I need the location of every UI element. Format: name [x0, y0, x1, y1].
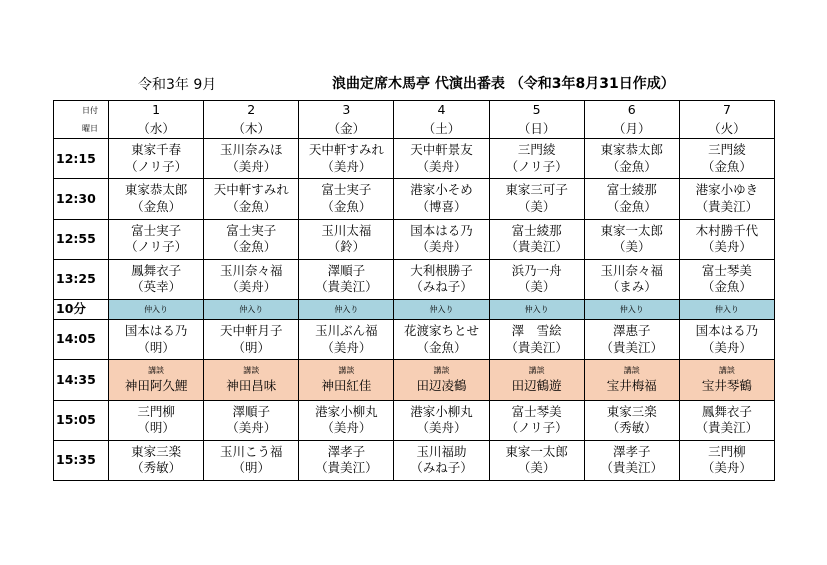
kodan-cell [204, 360, 299, 400]
performer-name: 鳳舞衣子 [131, 262, 182, 278]
performer-name: 国本はる乃 [695, 323, 759, 339]
performer-cell [299, 139, 394, 179]
performer-name: 富士琴美 [511, 403, 562, 419]
performer-name: 澤孝子 [327, 443, 366, 459]
schedule-table [53, 100, 775, 481]
accompanist-name: （貴美江） [695, 420, 759, 436]
accompanist-name: （美舟） [416, 420, 467, 436]
intermission-cell: 仲入り [489, 300, 584, 320]
performer-name: 富士琴美 [701, 262, 752, 278]
performer-cell [299, 320, 394, 360]
performer-cell [204, 179, 299, 219]
accompanist-name: （英幸） [131, 279, 182, 295]
time-cell: 15:05 [54, 400, 109, 440]
performer-cell [109, 139, 204, 179]
performer-cell [489, 219, 584, 259]
day-header [204, 104, 298, 135]
day-weekday: （金） [327, 120, 366, 136]
accompanist-name: （明） [137, 339, 175, 355]
day-header [680, 104, 774, 135]
performer-cell [584, 320, 679, 360]
performer-name: 天中軒月子 [219, 323, 283, 339]
performer-cell [584, 139, 679, 179]
performer-cell [489, 259, 584, 299]
time-cell: 12:55 [54, 219, 109, 259]
accompanist-name: （貴美江） [505, 339, 568, 355]
kodan-performer: 田辺凌鶴 [416, 378, 467, 394]
day-date: 1 [152, 102, 161, 118]
performer-name: 玉川奈々福 [219, 262, 283, 278]
accompanist-name: （美舟） [226, 279, 277, 295]
accompanist-name: （貴美江） [695, 198, 759, 214]
day-date: 7 [722, 102, 731, 118]
accompanist-name: （美舟） [321, 420, 372, 436]
performer-cell [394, 400, 489, 440]
time-slot-row [54, 219, 775, 259]
header-label-cell [54, 101, 109, 139]
performer-name: 東家一太郎 [600, 222, 664, 238]
day-date: 4 [437, 102, 446, 118]
performer-cell [584, 219, 679, 259]
accompanist-name: （美） [517, 279, 556, 295]
accompanist-name: （美舟） [416, 239, 467, 255]
day-header [585, 104, 679, 135]
day-header [490, 104, 584, 135]
performer-cell [584, 259, 679, 299]
time-cell: 13:25 [54, 259, 109, 299]
kodan-cell [109, 360, 204, 400]
header-row [54, 101, 775, 139]
performer-cell [584, 179, 679, 219]
accompanist-name: （貴美江） [600, 339, 664, 355]
performer-cell [204, 440, 299, 480]
day-header-cell [489, 101, 584, 139]
accompanist-name: （秀敏） [131, 460, 182, 476]
accompanist-name: （みね子） [410, 279, 473, 295]
performer-cell [299, 400, 394, 440]
performer-cell [679, 179, 774, 219]
performer-cell [679, 259, 774, 299]
performer-cell [299, 259, 394, 299]
time-cell: 14:35 [54, 360, 109, 400]
kodan-cell [489, 360, 584, 400]
time-cell: 14:05 [54, 320, 109, 360]
performer-name: 富士実子 [226, 222, 277, 238]
kodan-performer: 神田昌味 [226, 378, 277, 394]
performer-cell [109, 259, 204, 299]
performer-name: 玉川奈々福 [600, 262, 664, 278]
time-slot-row [54, 139, 775, 179]
accompanist-name: （秀敏） [606, 420, 657, 436]
accompanist-name: （明） [232, 339, 270, 355]
kodan-label: 講談 [338, 366, 355, 376]
performer-name: 東家三可子 [505, 182, 568, 198]
performer-cell [394, 440, 489, 480]
accompanist-name: （美舟） [321, 158, 372, 174]
accompanist-name: （金魚） [416, 339, 467, 355]
performer-name: 港家小そめ [410, 182, 473, 198]
performer-cell [204, 139, 299, 179]
performer-name: 三門柳 [708, 443, 746, 459]
day-weekday: （木） [232, 120, 270, 136]
accompanist-name: （美） [517, 460, 556, 476]
kodan-label: 講談 [718, 366, 735, 376]
performer-cell [679, 440, 774, 480]
accompanist-name: （ノリ子） [125, 239, 188, 255]
day-weekday: （日） [517, 120, 556, 136]
performer-cell [679, 219, 774, 259]
kodan-cell [679, 360, 774, 400]
performer-cell [204, 320, 299, 360]
performer-name: 玉川福助 [416, 443, 467, 459]
day-weekday: （火） [708, 120, 746, 136]
time-cell: 15:35 [54, 440, 109, 480]
performer-cell [489, 179, 584, 219]
accompanist-name: （明） [137, 420, 175, 436]
accompanist-name: （金魚） [606, 198, 657, 214]
performer-cell [679, 139, 774, 179]
intermission-cell: 仲入り [204, 300, 299, 320]
performer-cell [109, 440, 204, 480]
performer-name: 港家小柳丸 [315, 403, 378, 419]
day-header-cell [584, 101, 679, 139]
accompanist-name: （美舟） [226, 158, 277, 174]
performer-name: 国本はる乃 [410, 222, 473, 238]
performer-name: 鳳舞衣子 [701, 403, 752, 419]
performer-cell [489, 400, 584, 440]
performer-name: 東家恭太郎 [124, 182, 188, 198]
performer-cell [109, 179, 204, 219]
performer-name: 富士綾那 [606, 182, 657, 198]
performer-cell [489, 320, 584, 360]
performer-name: 天中軒すみれ [308, 142, 384, 158]
month-label: 令和3年 9月 [138, 77, 217, 93]
performer-cell [679, 320, 774, 360]
performer-name: 三門綾 [708, 142, 746, 158]
day-date: 5 [532, 102, 541, 118]
day-header-cell [679, 101, 774, 139]
accompanist-name: （鈴） [327, 239, 366, 255]
performer-cell [109, 400, 204, 440]
accompanist-name: （金魚） [226, 198, 277, 214]
performer-name: 三門綾 [517, 142, 556, 158]
intermission-cell: 仲入り [394, 300, 489, 320]
intermission-cell: 仲入り [584, 300, 679, 320]
day-weekday: （水） [137, 120, 175, 136]
accompanist-name: （美） [517, 198, 556, 214]
kodan-label: 講談 [433, 366, 450, 376]
performer-name: 天中軒景友 [410, 142, 473, 158]
time-slot-row [54, 320, 775, 360]
accompanist-name: （金魚） [701, 279, 752, 295]
performer-cell [299, 179, 394, 219]
accompanist-name: （ノリ子） [125, 158, 188, 174]
intermission-row [54, 300, 775, 320]
day-date: 6 [627, 102, 636, 118]
accompanist-name: （みね子） [410, 460, 473, 476]
performer-name: 港家小柳丸 [410, 403, 473, 419]
intermission-cell: 仲入り [109, 300, 204, 320]
accompanist-name: （貴美江） [505, 239, 568, 255]
performer-name: 玉川奈みほ [219, 142, 283, 158]
performer-cell [679, 400, 774, 440]
day-weekday: （土） [422, 120, 461, 136]
performer-name: 澤 雪絵 [511, 323, 562, 339]
performer-cell [299, 219, 394, 259]
performer-cell [394, 179, 489, 219]
performer-name: 木村勝千代 [695, 222, 759, 238]
performer-cell [109, 219, 204, 259]
accompanist-name: （ノリ子） [505, 158, 568, 174]
accompanist-name: （金魚） [226, 239, 277, 255]
performer-name: 港家小ゆき [695, 182, 759, 198]
time-slot-row [54, 440, 775, 480]
performer-name: 東家一太郎 [505, 443, 568, 459]
performer-name: 玉川ぶん福 [315, 323, 378, 339]
kodan-performer: 神田紅佳 [321, 378, 372, 394]
day-header-cell [394, 101, 489, 139]
accompanist-name: （貴美江） [600, 460, 664, 476]
performer-name: 澤惠子 [613, 323, 651, 339]
time-slot-row [54, 179, 775, 219]
weekday-label: 曜日 [82, 123, 98, 133]
day-date: 2 [247, 102, 256, 118]
performer-cell [584, 400, 679, 440]
performer-name: 国本はる乃 [124, 323, 188, 339]
performer-name: 東家三楽 [606, 403, 657, 419]
intermission-cell: 仲入り [679, 300, 774, 320]
time-slot-row [54, 400, 775, 440]
performer-name: 澤孝子 [613, 443, 651, 459]
accompanist-name: （美舟） [701, 460, 752, 476]
performer-name: 浜乃一舟 [511, 262, 562, 278]
date-label: 日付 [82, 105, 98, 115]
accompanist-name: （金魚） [321, 198, 372, 214]
performer-name: 富士実子 [131, 222, 182, 238]
accompanist-name: （美舟） [416, 158, 467, 174]
accompanist-name: （明） [232, 460, 270, 476]
kodan-label: 講談 [623, 366, 640, 376]
accompanist-name: （金魚） [606, 158, 657, 174]
performer-name: 東家千春 [131, 142, 182, 158]
day-header-cell [299, 101, 394, 139]
day-header-cell [204, 101, 299, 139]
intermission-cell: 仲入り [299, 300, 394, 320]
document-title: 浪曲定席木馬亭 代演出番表 （令和3年8月31日作成） [332, 76, 675, 92]
performer-cell [489, 139, 584, 179]
kodan-cell [394, 360, 489, 400]
accompanist-name: （貴美江） [315, 279, 378, 295]
day-header [109, 104, 203, 135]
kodan-performer: 田辺鶴遊 [511, 378, 562, 394]
accompanist-name: （金魚） [131, 198, 182, 214]
performer-name: 東家三楽 [131, 443, 182, 459]
performer-cell [394, 259, 489, 299]
time-cell: 12:30 [54, 179, 109, 219]
performer-cell [299, 440, 394, 480]
accompanist-name: （博喜） [416, 198, 467, 214]
performer-name: 玉川太福 [321, 222, 372, 238]
performer-cell [204, 400, 299, 440]
kodan-row [54, 360, 775, 400]
performer-cell [394, 219, 489, 259]
performer-cell [109, 320, 204, 360]
performer-name: 三門柳 [137, 403, 175, 419]
performer-cell [394, 139, 489, 179]
performer-name: 大利根勝子 [410, 262, 473, 278]
accompanist-name: （金魚） [701, 158, 752, 174]
performer-cell [204, 259, 299, 299]
kodan-label: 講談 [148, 366, 165, 376]
day-date: 3 [342, 102, 351, 118]
performer-name: 玉川こう福 [219, 443, 283, 459]
day-header [394, 104, 488, 135]
time-slot-row [54, 259, 775, 299]
time-cell: 12:15 [54, 139, 109, 179]
performer-cell [489, 440, 584, 480]
kodan-performer: 宝井梅福 [606, 378, 657, 394]
day-header-cell [109, 101, 204, 139]
performer-name: 富士綾那 [511, 222, 562, 238]
accompanist-name: （美舟） [701, 239, 752, 255]
performer-name: 天中軒すみれ [213, 182, 289, 198]
performer-cell [204, 219, 299, 259]
performer-cell [394, 320, 489, 360]
accompanist-name: （貴美江） [315, 460, 378, 476]
accompanist-name: （まみ） [606, 279, 657, 295]
day-header [299, 104, 393, 135]
kodan-label: 講談 [243, 366, 260, 376]
performer-name: 澤順子 [232, 403, 270, 419]
kodan-performer: 宝井琴鶴 [701, 378, 752, 394]
kodan-cell [299, 360, 394, 400]
performer-name: 東家恭太郎 [600, 142, 664, 158]
day-weekday: （月） [613, 120, 651, 136]
accompanist-name: （美舟） [226, 420, 277, 436]
accompanist-name: （ノリ子） [505, 420, 568, 436]
kodan-cell [584, 360, 679, 400]
performer-name: 澤順子 [327, 262, 366, 278]
intermission-duration: 10分 [54, 300, 109, 320]
accompanist-name: （美舟） [321, 339, 372, 355]
kodan-label: 講談 [528, 366, 545, 376]
accompanist-name: （美） [613, 239, 651, 255]
accompanist-name: （美舟） [701, 339, 752, 355]
performer-cell [584, 440, 679, 480]
performer-name: 花渡家ちとせ [403, 323, 479, 339]
kodan-performer: 神田阿久鯉 [124, 378, 188, 394]
performer-name: 富士実子 [321, 182, 372, 198]
